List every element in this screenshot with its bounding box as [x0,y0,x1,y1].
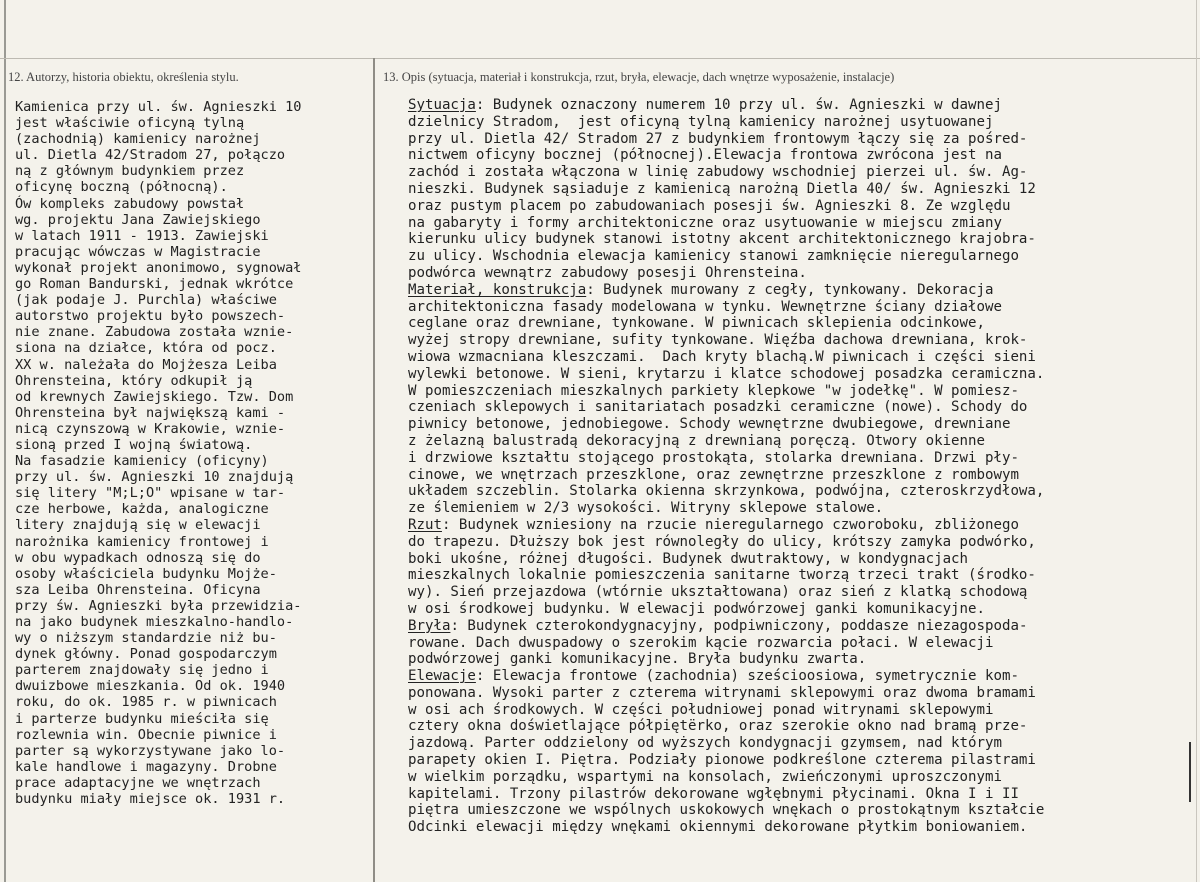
history-line: przy św. Agnieszki była przewidzia- [15,597,302,614]
description-text: rowane. Dach dwuspadowy o szerokim kącie rozwarcia połaci. W elewacji [408,634,994,651]
history-line: cze herbowe, każda, analogiczne [15,501,269,518]
history-line: dynek główny. Ponad gospodarczym [15,646,277,663]
description-text: wiowa wzmacniana kleszczami. Dach kryty blachą.W piwnicach i części sieni [408,348,1036,365]
description-line [408,164,1194,181]
history-paragraph [15,99,375,807]
description-text: układem szczeblin. Stolarka okienna skrzynkowa, podwójna, czteroskrzydłowa, [408,483,1045,500]
description-line [408,299,1194,316]
description-text: : Budynek czterokondygnacyjny, podpiwniczony, poddasze niezagospoda- [450,617,1028,634]
description-text: w osi środkowej budynku. W elewacji podwórzowej ganki komunikacyjne. [408,600,985,617]
description-text: mieszkalnych lokalnie pomieszczenia sanitarne tworzą trzeci trakt (środko- [408,567,1036,584]
description-line [408,97,1194,114]
history-line: nie znane. Zabudowa została wznie- [15,324,294,341]
history-line: ul. Dietla 42/Stradom 27, połączo [15,147,286,164]
history-line: prace adaptacyjne we wnętrzach [15,774,261,791]
history-line: Ów kompleks zabudowy powstał [15,195,245,212]
history-line: (jak podaje J. Purchla) właściwe [15,292,277,309]
description-text: wylewki betonowe. W sieni, krytarzu i klatce schodowej posadzka ceramiczna. [408,365,1045,382]
history-line: sza Leiba Ohrensteina. Oficyna [15,581,261,598]
description-line [408,702,1194,719]
description-text: : Elewacja frontowe (zachodnia) sześcioosiowa, symetrycznie kom- [475,668,1019,685]
description-line [408,181,1194,198]
description-line [408,332,1194,349]
history-line: w obu wypadkach odnoszą się do [15,549,261,566]
description-paragraphs [408,97,1194,836]
history-line: nicą czynszową w Krakowie, wznie- [15,420,286,437]
history-line: w latach 1911 - 1913. Zawiejski [15,227,269,244]
description-line [408,769,1194,786]
history-line: oficynę boczną (północną). [15,179,228,196]
history-line: i parterze budynku mieściła się [15,710,269,727]
history-line: jest właściwie oficyną tylną [15,115,245,132]
description-text: podwórzowej ganki komunikacyjne. Bryła budynku zwarta. [408,651,867,668]
description-line [408,601,1194,618]
description-text: w osi ach środkowych. W części południowej ponad witrynami sklepowymi [408,701,994,718]
description-line [408,231,1194,248]
margin-mark [1189,742,1191,802]
section-label: Sytuacja [408,97,476,113]
description-text: na gabaryty i formy architektoniczne oraz usytuowanie w miejscu zmiany [408,214,1002,231]
description-line [408,517,1194,534]
history-line: dwuizbowe mieszkania. Od ok. 1940 [15,678,286,695]
description-line [408,383,1194,400]
history-line: Ohrensteina był największą kami - [15,404,286,421]
description-line [408,433,1194,450]
description-text: W pomieszczeniach mieszkalnych parkiety klepkowe "w jodełkę". W pomiesz- [408,382,1019,399]
left-border-line [4,0,6,882]
description-line [408,248,1194,265]
description-line [408,198,1194,215]
description-text: : Budynek murowany z cegły, tynkowany. Dekoracja [586,281,994,298]
history-line: Na fasadzie kamienicy (oficyny) [15,453,269,470]
history-line: sioną przed I wojną światową. [15,436,253,453]
description-line [408,735,1194,752]
description-text: : Budynek wzniesiony na rzucie nieregularnego czworoboku, zbliżonego [441,516,1019,533]
description-text: w wielkim porządku, wspartymi na konsolach, zwieńczonymi uproszczonymi [408,768,1002,785]
right-border-line [1196,0,1197,882]
description-line [408,752,1194,769]
history-line: litery znajdują się w elewacji [15,517,261,534]
description-text: ceglane oraz drewniane, tynkowane. W piwnicach sklepienia odcinkowe, [408,315,985,332]
description-line [408,500,1194,517]
description-line [408,315,1194,332]
history-line: parter są wykorzystywane jako lo- [15,742,286,759]
description-text: kierunku ulicy budynek stanowi istotny akcent architektonicznego krajobra- [408,231,1036,248]
description-line [408,450,1194,467]
history-line: od krewnych Zawiejskiego. Tzw. Dom [15,388,294,405]
description-text: wy). Sień przejazdowa (wtórnie ukształtowana) oraz sień z klatką schodową [408,584,1028,601]
description-text: i drzwiowe kształtu stojącego prostokąta, stolarka drewniana. Drzwi pły- [408,449,1019,466]
left-column-header: 12. Autorzy, historia obiektu, określenia stylu. [8,70,239,84]
history-line: wg. projektu Jana Zawiejskiego [15,211,261,228]
description-text: kapitelami. Trzony pilastrów dekorowane wgłębnymi płycinami. Okna I i II [408,785,1019,802]
description-text: architektoniczna fasady modelowana w tynku. Wewnętrzne ściany działowe [408,298,1002,315]
history-line: XX w. należała do Mojżesza Leiba [15,356,277,373]
description-line [408,651,1194,668]
description-text: zu ulicy. Wschodnia elewacja kamienicy stanowi zamknięcie nieregularnego [408,248,1019,265]
history-line: na jako budynek mieszkalno-handlo- [15,614,294,630]
description-line [408,215,1194,232]
description-line [408,114,1194,131]
description-text: Odcinki elewacji między wnękami okiennymi dekorowane płytkim boniowaniem. [408,819,1028,836]
history-line: (zachodnią) kamienicy narożnej [15,131,261,148]
description-text: z żelazną balustradą dekoracyjną z drewnianą poręczą. Otwory okienne [408,432,985,449]
description-line [408,282,1194,299]
description-text: piętra umieszczone we wspólnych uskokowych wnękach o prostokątnym kształcie [408,802,1045,819]
description-line [408,584,1194,601]
description-text: ponowana. Wysoki parter z czterema witrynami sklepowymi oraz dwoma bramami [408,684,1036,701]
history-line: wy o niższym standardzie niż bu- [15,630,277,647]
history-line: roku, do ok. 1985 r. w piwnicach [15,694,277,711]
description-text: parapety okien I. Piętra. Podziały pionowe podkreślone czterema pilastrami [408,752,1036,769]
history-line: ną z głównym budynkiem przez [15,163,245,180]
history-line: budynku miały miejsce ok. 1931 r. [15,791,286,808]
description-line [408,618,1194,635]
description-text: ze ślemieniem w 2/3 wysokości. Witryny sklepowe stalowe. [408,500,884,517]
description-line [408,819,1194,836]
description-line [408,416,1194,433]
description-line [408,349,1194,366]
description-text: wyżej stropy drewniane, sufity tynkowane. Więźba dachowa drewniana, krok- [408,332,1028,349]
history-line: narożnika kamienicy frontowej i [15,533,269,550]
description-line [408,668,1194,685]
section-label: Bryła [408,617,451,634]
description-text: cztery okna doświetlające półpiętërko, oraz szerokie okno nad bramą prze- [408,718,1028,735]
right-column-header: 13. Opis (sytuacja, materiał i konstrukcja, rzut, bryła, elewacje, dach wnętrze wyposażenie, instalacje) [383,70,895,84]
history-line: parterem znajdowały się jedno i [15,662,269,679]
history-line: kale handlowe i magazyny. Drobne [15,758,277,775]
description-line [408,147,1194,164]
history-line: autorstwo projektu było powszech- [15,308,286,325]
description-line [408,786,1194,803]
description-line [408,265,1194,282]
description-line [408,685,1194,702]
description-text: cinowe, we wnętrzach przeszklone, oraz zewnętrzne przeszklone z rombowym [408,466,1019,483]
description-line [408,399,1194,416]
description-text: piwnicy betonowe, jednobiegowe. Schody wewnętrzne dwubiegowe, drewniane [408,416,1011,433]
description-line [408,635,1194,652]
history-line: Ohrensteina, który odkupił ją [15,372,253,389]
description-text: do trapezu. Dłuższy bok jest równoległy do ulicy, krótszy zamyka podwórko, [408,533,1036,550]
section-label: Elewacje [408,668,476,685]
description-text: boki ukośne, różnej długości. Budynek dwutraktowy, w kondygnacjach [408,550,969,567]
description-line [408,551,1194,568]
description-text: czeniach sklepowych i sanitariatach posadzki ceramiczne (nowe). Schody do [408,399,1028,416]
history-line: pracując wówczas w Magistracie [15,243,261,260]
description-text: jazdową. Parter oddzielony od wyższych kondygnacji gzymsem, nad którym [408,735,1002,752]
description-line [408,802,1194,819]
description-line [408,567,1194,584]
history-line: przy ul. św. Agnieszki 10 znajdują [15,469,294,486]
description-text: zachód i została włączona w linię zabudowy wschodniej pierzei ul. św. Ag- [408,164,1028,181]
history-line: wykonał projekt anonimowo, sygnował [15,259,302,276]
left-column-text [15,99,375,807]
description-line [408,366,1194,383]
history-line: siona na działce, która od pocz. [15,340,277,357]
description-text: : Budynek oznaczony numerem 10 przy ul. św. Agnieszki w dawnej [475,97,1002,113]
description-line [408,467,1194,484]
description-text: podwórca wewnątrz zabudowy posesji Ohrensteina. [408,264,807,281]
description-text: nictwem oficyny bocznej (północnej).Elewacja frontowa zwrócona jest na [408,147,1002,164]
section-label: Rzut [408,516,442,533]
description-text: przy ul. Dietla 42/ Stradom 27 z budynkiem frontowym łączy się za pośred- [408,130,1028,147]
description-line [408,718,1194,735]
description-line [408,131,1194,148]
history-line: rozlewnia win. Obecnie piwnice i [15,726,277,743]
section-label: Materiał, konstrukcja [408,281,587,298]
history-line: Kamienica przy ul. św. Agnieszki 10 [15,99,302,115]
history-line: go Roman Bandurski, jednak wkrótce [15,276,294,293]
header-rule [0,58,1200,59]
description-text: dzielnicy Stradom, jest oficyną tylną kamienicy narożnej usytuowanej [408,113,994,130]
history-line: osoby właściciela budynku Mojże- [15,565,277,582]
right-column-text [408,97,1194,836]
description-text: nieszki. Budynek sąsiaduje z kamienicą narożną Dietla 40/ św. Agnieszki 12 [408,180,1036,197]
description-line [408,534,1194,551]
description-line [408,483,1194,500]
history-line: się litery "M;L;O" wpisane w tar- [15,485,286,502]
description-text: oraz pustym placem po zabudowaniach posesji św. Agnieszki 8. Ze względu [408,197,1011,214]
